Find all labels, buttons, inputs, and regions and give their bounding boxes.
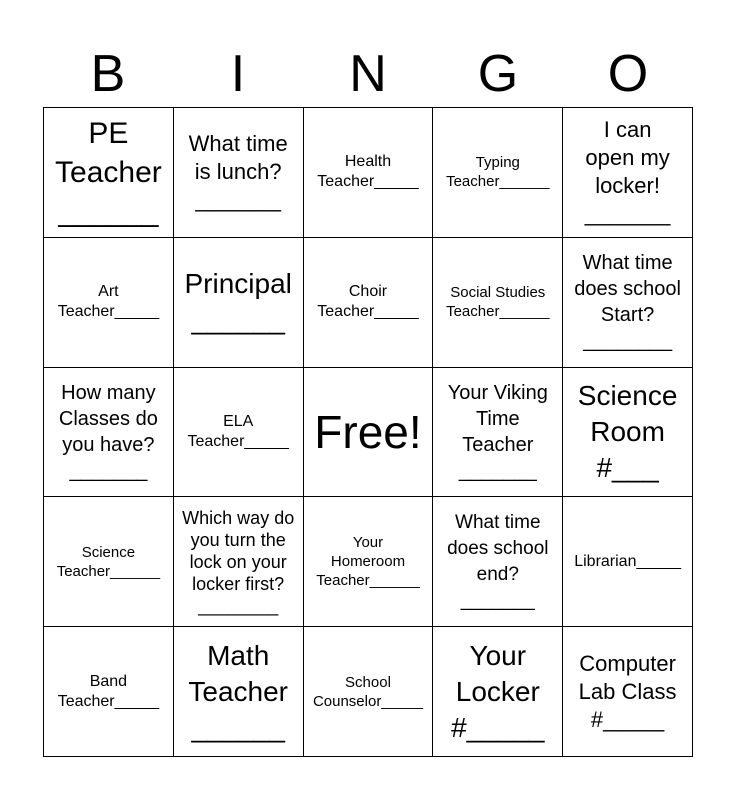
- cell-text: What time is lunch? _______: [188, 131, 288, 213]
- cell-text: Choir Teacher_____: [317, 283, 419, 321]
- header-letter-g: G: [477, 45, 519, 103]
- free-space-cell[interactable]: [304, 368, 434, 498]
- cell-text: Your Locker #_____: [451, 639, 545, 743]
- cell-text: Art Teacher_____: [57, 283, 160, 321]
- cell-text: Math Teacher ______: [188, 639, 288, 743]
- cell-text: Band Teacher_____: [57, 672, 160, 710]
- bingo-cell[interactable]: [563, 238, 693, 368]
- cell-text: I can open my locker! _______: [584, 117, 671, 227]
- header-letter-i: I: [230, 45, 246, 103]
- bingo-cell[interactable]: [44, 108, 174, 238]
- bingo-cell[interactable]: [433, 238, 563, 368]
- cell-text: PE Teacher ______: [55, 116, 162, 228]
- bingo-grid: [43, 107, 693, 757]
- bingo-cell[interactable]: [563, 108, 693, 238]
- bingo-cell[interactable]: [433, 368, 563, 498]
- cell-text: Your Homeroom Teacher______: [316, 534, 420, 590]
- bingo-cell[interactable]: [433, 627, 563, 757]
- cell-text: What time does school Start? ________: [574, 252, 681, 353]
- bingo-cell[interactable]: [563, 627, 693, 757]
- cell-text: Your Viking Time Teacher _______: [447, 381, 548, 482]
- cell-text: Librarian_____: [574, 552, 681, 570]
- header-letter-b: B: [90, 45, 126, 103]
- bingo-cell[interactable]: [174, 368, 304, 498]
- cell-text: Principal ______: [184, 268, 292, 336]
- bingo-cell[interactable]: [304, 238, 434, 368]
- bingo-cell[interactable]: [44, 627, 174, 757]
- header-letter-n: N: [349, 45, 387, 103]
- free-space-text: Free!: [314, 405, 422, 458]
- bingo-cell[interactable]: [304, 497, 434, 627]
- cell-text: Social Studies Teacher______: [446, 284, 550, 321]
- bingo-cell[interactable]: [174, 497, 304, 627]
- cell-text: Which way do you turn the lock on your locker first? ________: [182, 507, 295, 616]
- cell-text: Typing Teacher______: [446, 154, 550, 191]
- bingo-cell[interactable]: [433, 108, 563, 238]
- cell-text: Science Teacher______: [56, 543, 161, 580]
- cell-text: School Counselor_____: [312, 673, 424, 710]
- header-letter-o: O: [607, 45, 649, 103]
- bingo-cell[interactable]: [44, 497, 174, 627]
- cell-text: Computer Lab Class #_____: [578, 650, 677, 732]
- bingo-header: [43, 42, 693, 106]
- bingo-cell[interactable]: [304, 108, 434, 238]
- bingo-cell[interactable]: [433, 497, 563, 627]
- bingo-cell[interactable]: [174, 238, 304, 368]
- cell-text: Health Teacher_____: [317, 153, 419, 191]
- bingo-cell[interactable]: [174, 627, 304, 757]
- bingo-cell[interactable]: [304, 627, 434, 757]
- bingo-cell[interactable]: [563, 368, 693, 498]
- cell-text: Science Room #___: [577, 379, 678, 483]
- bingo-cell[interactable]: [44, 368, 174, 498]
- cell-text: ELA Teacher_____: [187, 412, 289, 450]
- cell-text: What time does school end? _______: [447, 511, 549, 611]
- bingo-cell[interactable]: [44, 238, 174, 368]
- bingo-cell[interactable]: [563, 497, 693, 627]
- cell-text: How many Classes do you have? _______: [58, 381, 158, 482]
- bingo-cell[interactable]: [174, 108, 304, 238]
